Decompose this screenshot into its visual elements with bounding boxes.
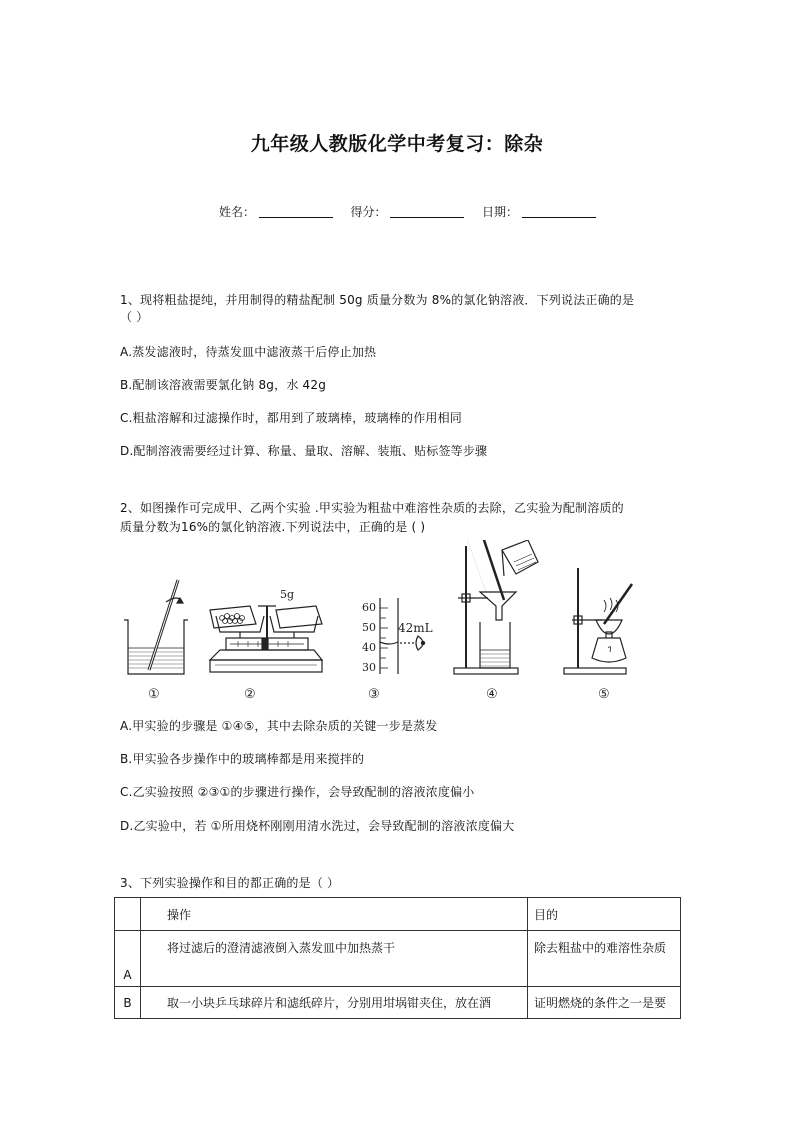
q1-option-b: B.配制该溶液需要氯化钠 8g，水 42g <box>120 378 327 392</box>
lab-procedure-figure <box>118 540 638 705</box>
q3-stem: 3、下列实验操作和目的都正确的是（ ） <box>120 876 340 890</box>
step-label-2: ② <box>244 687 256 702</box>
table-header-row <box>115 898 681 931</box>
score-label: 得分： <box>350 205 387 219</box>
row-label: B <box>115 987 141 1019</box>
row-purpose: 除去粗盐中的难溶性杂质 <box>528 931 681 987</box>
q1-option-a: A.蒸发滤液时，待蒸发皿中滤液蒸干后停止加热 <box>120 345 377 359</box>
filtration-illustration <box>454 540 538 674</box>
q3-table <box>114 897 681 1019</box>
q1-option-c: C.粗盐溶解和过滤操作时，都用到了玻璃棒，玻璃棒的作用相同 <box>120 411 462 425</box>
dissolving-beaker-illustration <box>124 580 188 674</box>
table-row <box>115 931 681 987</box>
table-header-operation: 操作 <box>141 898 528 931</box>
scale-label-40: 40 <box>362 641 376 654</box>
weight-label: 5g <box>280 588 295 601</box>
date-label: 日期： <box>482 205 519 219</box>
q2-stem-line1: 2、如图操作可完成甲、乙两个实验 .甲实验为粗盐中难溶性杂质的去除，乙实验为配制溶质的 <box>120 501 624 515</box>
graduated-cylinder-illustration <box>362 598 433 674</box>
row-purpose: 证明燃烧的条件之一是要 <box>528 987 681 1019</box>
q1-stem-line2: （ ） <box>120 310 149 324</box>
page-title: 九年级人教版化学中考复习：除杂 <box>250 133 544 155</box>
step-label-3: ③ <box>368 687 380 702</box>
volume-label: 42mL <box>398 621 433 635</box>
student-info-row <box>219 203 596 220</box>
evaporation-illustration <box>564 568 632 674</box>
table-header-purpose: 目的 <box>528 898 681 931</box>
q2-stem-line2: 质量分数为16%的氯化钠溶液.下列说法中，正确的是 ( ) <box>120 520 426 534</box>
name-label: 姓名： <box>219 205 256 219</box>
step-label-5: ⑤ <box>598 687 610 702</box>
row-label: A <box>115 931 141 987</box>
scale-label-60: 60 <box>362 601 376 614</box>
q2-option-a: A.甲实验的步骤是 ①④⑤，其中去除杂质的关键一步是蒸发 <box>120 719 438 733</box>
scale-label-30: 30 <box>362 661 376 674</box>
table-header-blank <box>115 898 141 931</box>
score-blank[interactable] <box>390 205 464 218</box>
q2-option-d: D.乙实验中，若 ①所用烧杯刚刚用清水洗过，会导致配制的溶液浓度偏大 <box>120 819 515 833</box>
q1-stem-line1: 1、现将粗盐提纯，并用制得的精盐配制 50g 质量分数为 8%的氯化钠溶液．下列说法正确的是 <box>120 293 635 307</box>
row-operation: 将过滤后的澄清滤液倒入蒸发皿中加热蒸干 <box>141 931 528 987</box>
q2-option-b: B.甲实验各步操作中的玻璃棒都是用来搅拌的 <box>120 752 365 766</box>
q2-option-c: C.乙实验按照 ②③①的步骤进行操作，会导致配制的溶液浓度偏小 <box>120 785 475 799</box>
name-blank[interactable] <box>259 205 333 218</box>
step-label-1: ① <box>148 687 160 702</box>
row-operation: 取一小块乒乓球碎片和滤纸碎片，分别用坩埚钳夹住，放在酒 <box>141 987 528 1019</box>
balance-illustration <box>210 588 322 672</box>
date-blank[interactable] <box>522 205 596 218</box>
scale-label-50: 50 <box>362 621 376 634</box>
q1-option-d: D.配制溶液需要经过计算、称量、量取、溶解、装瓶、贴标签等步骤 <box>120 444 488 458</box>
table-row <box>115 987 681 1019</box>
step-label-4: ④ <box>486 687 498 702</box>
